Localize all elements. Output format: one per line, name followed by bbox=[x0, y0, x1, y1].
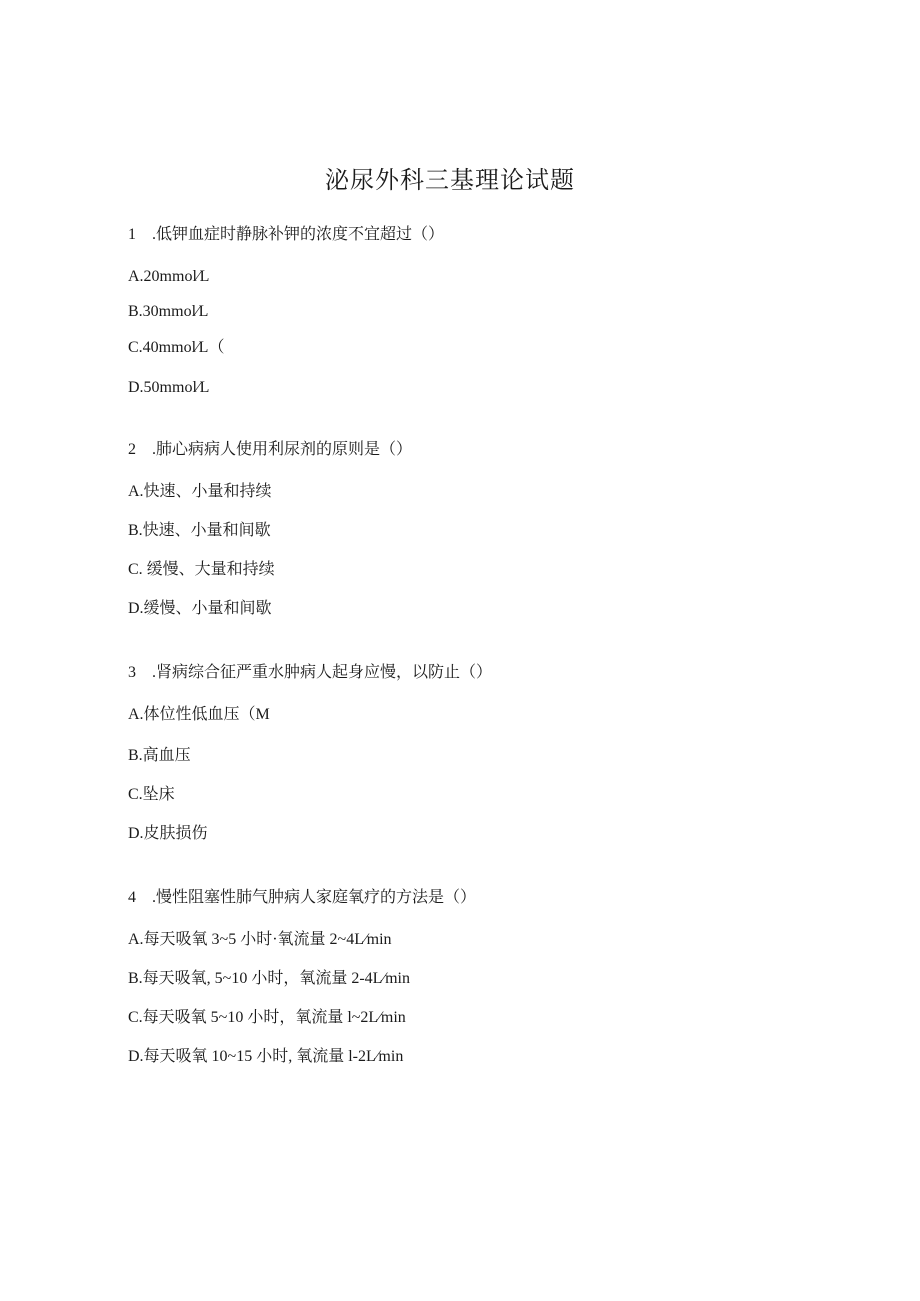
option-a: A.每天吸氧 3~5 小时·氧流量 2~4L∕min bbox=[128, 931, 392, 948]
question-stem: 4 .慢性阻塞性肺气肿病人家庭氧疗的方法是（） bbox=[128, 889, 477, 906]
option-list bbox=[128, 929, 828, 1068]
option-c: C.坠床 bbox=[128, 786, 175, 803]
option-c: C. 缓慢、大量和持续 bbox=[128, 561, 275, 578]
option-a: A.快速、小量和持续 bbox=[128, 483, 272, 500]
option-c: C.每天吸氧 5~10 小时，氧流量 l~2L∕min bbox=[128, 1009, 406, 1026]
option-d: D.50mmol∕L bbox=[128, 379, 210, 396]
question-4 bbox=[128, 887, 828, 1085]
option-b: B.高血压 bbox=[128, 747, 191, 764]
option-d: D.每天吸氧 10~15 小时, 氧流量 l-2L∕min bbox=[128, 1048, 404, 1065]
question-stem: 3 .肾病综合征严重水肿病人起身应慢，以防止（） bbox=[128, 664, 493, 681]
question-stem: 2 .肺心病病人使用利尿剂的原则是（） bbox=[128, 441, 413, 458]
option-b: B.快速、小量和间歇 bbox=[128, 522, 271, 539]
question-3 bbox=[128, 662, 828, 862]
page-title: 泌尿外科三基理论试题 bbox=[325, 168, 575, 194]
option-list bbox=[128, 266, 828, 399]
question-stem: 1 .低钾血症时静脉补钾的浓度不宜超过（） bbox=[128, 226, 445, 243]
option-d: D.皮肤损伤 bbox=[128, 825, 208, 842]
option-b: B.每天吸氧, 5~10 小时，氧流量 2-4L∕min bbox=[128, 970, 410, 987]
question-2 bbox=[128, 439, 828, 637]
option-list bbox=[128, 704, 828, 845]
question-1 bbox=[128, 224, 828, 416]
option-b: B.30mmol∕L bbox=[128, 303, 209, 320]
option-a: A.体位性低血压（M bbox=[128, 706, 270, 723]
option-c: C.40mmol∕L（ bbox=[128, 339, 225, 356]
option-list bbox=[128, 481, 828, 620]
option-d: D.缓慢、小量和间歇 bbox=[128, 600, 272, 617]
option-a: A.20mmol∕L bbox=[128, 268, 210, 285]
